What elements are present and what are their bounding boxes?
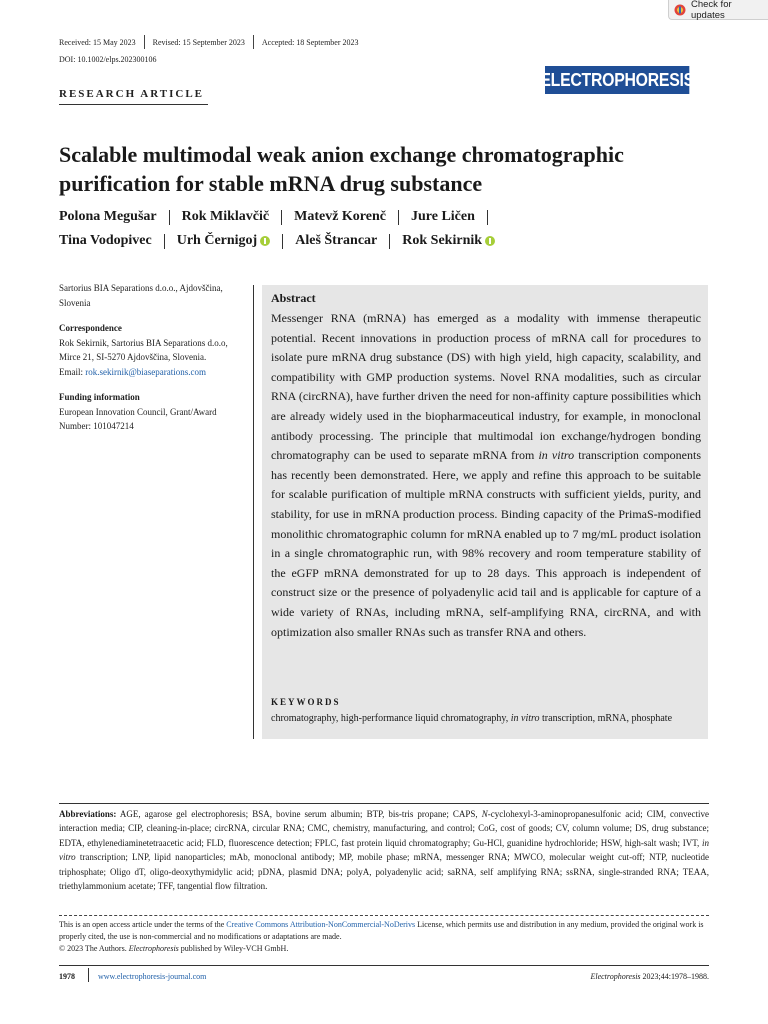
affiliation: Sartorius BIA Separations d.o.o., Ajdovščina, Slovenia — [59, 283, 223, 308]
funding-block — [59, 390, 244, 434]
author-name[interactable]: Jure Ličen — [410, 209, 475, 224]
abstract-heading: Abstract — [271, 291, 316, 305]
funding-heading: Funding information — [59, 392, 140, 402]
abbreviations-part: AGE, agarose gel electrophoresis; BSA, bovine serum albumin; BTP, bis-tris propane; CAPS, — [116, 809, 482, 819]
abbreviations-italic: in vitro — [59, 837, 709, 863]
author-line-1 — [59, 205, 699, 229]
funding-text: European Innovation Council, Grant/Award Number: 101047214 — [59, 406, 217, 431]
article-title: Scalable multimodal weak anion exchange chromatographic purification for stable mRNA drug substance — [59, 142, 624, 196]
divider — [169, 210, 170, 225]
divider — [389, 234, 390, 249]
divider — [253, 35, 254, 49]
revised-date: Revised: 15 September 2023 — [152, 37, 245, 47]
abstract-italic: in vitro — [538, 448, 575, 463]
author-name[interactable]: Urh Černigoj — [176, 233, 258, 248]
received-date: Received: 15 May 2023 — [59, 37, 136, 47]
abstract-text-part: Messenger RNA (mRNA) has emerged as a modality with immense therapeutic potential. Recent innovations in production process of mRNA call for procedures to isolate pure mRNA drug substance (DS) with high yield, high capacity, scalability, and compatibility with GMP production systems. Novel RNA modalities, such as circular RNA (circRNA), have further driven the need for non-affinity capture possibilities which are already widely used in the biopharmaceutical industry, for example, in monoclonal antibody processing. The principle that multimodal ion exchange/hydrogen bonding chromatography can be used to separate mRNA from — [271, 311, 701, 463]
citation-journal: Electrophoresis — [590, 972, 641, 981]
abbreviations-part: transcription; LNP, lipid nanoparticles; mAb, monoclonal antibody; MP, mobile phase; mRNA, messenger RNA; MWCO, molecular weight cut-off; NTP, nucleotide triphosphate; Oligo dT, oligo-deoxythymidylic acid; pDNA, plasmid DNA; polyA, polyadenylic acid; saRNA, self amplifying RNA; ssRNA, single-stranded RNA; TEAA, triethylammonium acetate; TFF, tangential flow filtration. — [59, 852, 709, 892]
article-info-sidebar — [59, 281, 244, 445]
correspondence-heading: Correspondence — [59, 323, 122, 333]
divider — [144, 35, 145, 49]
crossmark-icon — [674, 4, 686, 16]
author-line-2 — [59, 229, 699, 253]
abbreviations-label: Abbreviations: — [59, 809, 117, 819]
divider — [59, 965, 709, 966]
license-link[interactable]: Creative Commons Attribution-NonCommercial-NoDerivs — [226, 920, 416, 929]
author-name[interactable]: Aleš Štrancar — [295, 233, 378, 248]
copyright-part: published by Wiley-VCH GmbH. — [178, 944, 289, 953]
copyright-line — [59, 943, 709, 955]
accepted-date: Accepted: 18 September 2023 — [261, 37, 359, 47]
article-dates — [59, 35, 359, 49]
license-text — [59, 919, 709, 955]
abbreviations — [59, 807, 709, 893]
author-name[interactable]: Rok Sekirnik — [402, 233, 483, 248]
doi[interactable]: DOI: 10.1002/elps.202300106 — [59, 55, 157, 64]
correspondence-block — [59, 321, 244, 379]
check-for-updates-label: Check for updates — [690, 0, 732, 21]
author-name[interactable]: Rok Miklavčič — [181, 209, 270, 224]
journal-logo: ELECTROPHORESIS — [545, 66, 689, 94]
affiliation-block — [59, 281, 244, 310]
author-list — [59, 205, 699, 253]
license-part: License, which permits use and distribution in any medium, provided the original work is properly cited, the use is non-commercial and no modifications or adaptations are made. — [59, 920, 704, 941]
journal-url-link[interactable]: www.electrophoresis-journal.com — [98, 972, 207, 981]
check-for-updates-button[interactable] — [668, 0, 768, 20]
email-label: Email: — [59, 366, 83, 377]
abbreviations-part: -cyclohexyl-3-aminopropanesulfonic acid; CIM, convective interaction media; CIP, cleaning-in-place; circRNA, circular RNA; CMC, chemistry, manufacturing, and control; CoG, cost of goods; CV, column volume; DS, drug substance; EDTA, ethylenediaminetetraacetic acid; FLD, fluorescence detection; FPLC, fast protein liquid chromatography; Gu-HCl, guanidine hydrochloride; HSW, high-salt wash; IVT, — [59, 809, 709, 848]
license-part: This is an open access article under the terms of the — [59, 920, 227, 929]
email-line — [59, 365, 244, 380]
author-name[interactable]: Matevž Korenč — [294, 209, 386, 224]
keywords-text — [271, 711, 701, 726]
divider — [281, 210, 282, 225]
copyright-part: © 2023 The Authors. — [59, 944, 129, 953]
email-link[interactable]: rok.sekirnik@biaseparations.com — [85, 366, 207, 377]
divider — [164, 234, 165, 249]
keywords-part: chromatography, high-performance liquid chromatography, — [271, 713, 511, 724]
keywords-heading: KEYWORDS — [271, 697, 341, 707]
page-number: 1978 — [59, 972, 75, 981]
license-statement — [59, 919, 709, 943]
correspondence-text: Rok Sekirnik, Sartorius BIA Separations d.o.o, Mirce 21, SI-5270 Ajdovščina, Slovenia. — [59, 337, 228, 362]
article-type: RESEARCH ARTICLE — [59, 88, 205, 100]
orcid-icon[interactable] — [260, 236, 270, 246]
author-name[interactable]: Polona Megušar — [59, 209, 157, 224]
citation — [590, 972, 709, 981]
divider — [282, 234, 283, 249]
keywords-part: transcription, mRNA, phosphate — [539, 713, 673, 724]
divider — [59, 803, 709, 804]
divider — [487, 210, 488, 225]
orcid-icon[interactable] — [485, 236, 495, 246]
divider — [59, 104, 208, 105]
abstract-text — [271, 309, 701, 642]
author-name[interactable]: Tina Vodopivec — [59, 233, 152, 248]
sidebar-divider — [253, 285, 254, 739]
copyright-italic: Electrophoresis — [128, 944, 179, 953]
abbreviations-italic: N — [481, 809, 488, 819]
keywords-italic: in vitro — [510, 713, 540, 724]
dashed-divider — [59, 915, 709, 916]
divider — [88, 968, 89, 982]
citation-details: 2023;44:1978–1988. — [640, 972, 709, 981]
divider — [398, 210, 399, 225]
abstract-text-part: transcription components has recently been demonstrated. Here, we apply and refine this approach to be suitable for scalable purification of multiple mRNA constructs with sufficient yields, purity, and stability, for use in mRNA production process. Binding capacity of the PrimaS-modified monolithic chromatographic column for mRNA enabled up to 7 mg/mL product isolation in a single chromatographic run, with 98% recovery and room temperature stability of the eGFP mRNA demonstrated for up to 28 days. This approach is independent of construct size or the presence of polyadenylic acid tail and is applicable for capture of a wide variety of RNAs, including mRNA, self-amplifying RNA, circRNA, and with optimization also smaller RNAs such as transfer RNA and others. — [271, 448, 701, 639]
